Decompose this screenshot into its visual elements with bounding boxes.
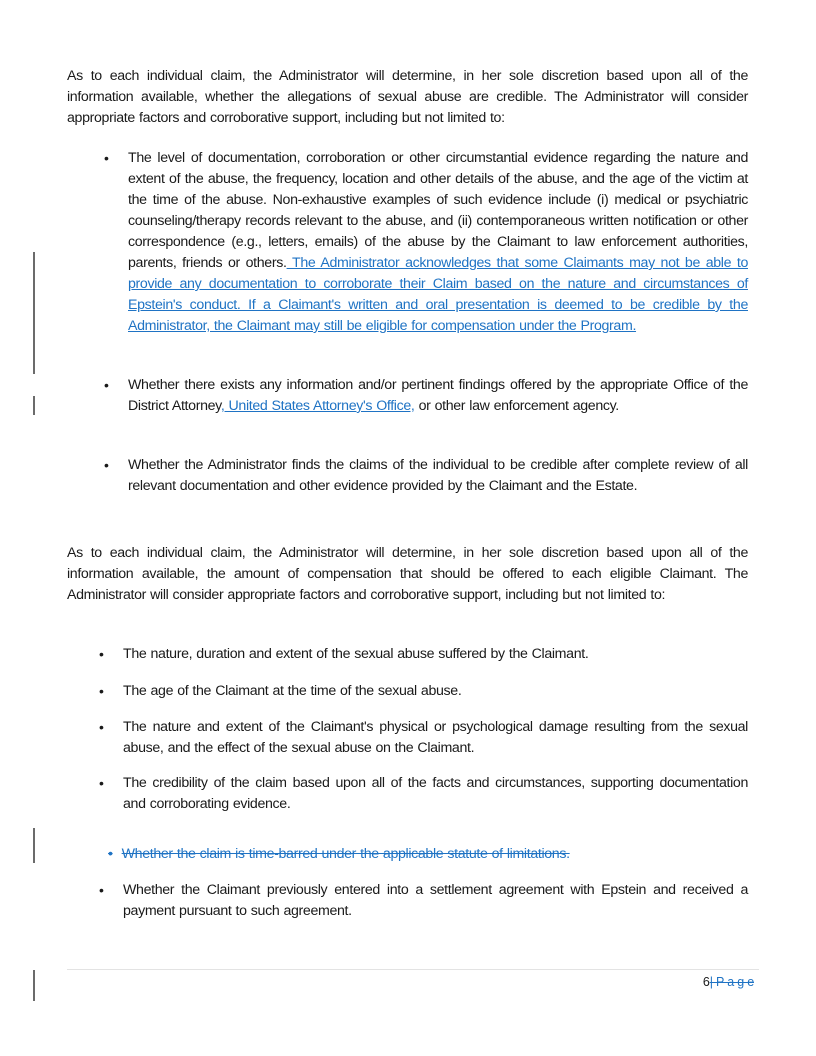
inserted-text: , United States Attorney's Office, [220, 398, 415, 414]
list-item-text: or other law enforcement agency. [414, 398, 619, 414]
change-bar [33, 252, 35, 374]
bullet-icon: • [104, 457, 109, 473]
change-bar [33, 970, 35, 1001]
footer-divider [67, 969, 759, 970]
page-number-value: 6 [702, 975, 710, 989]
list-item-text: Whether there exists any information and/or pertinent findings offered by the appropriate Office of the District Attorney [128, 377, 748, 414]
list-item [99, 717, 748, 759]
deleted-list-item [108, 844, 748, 865]
list-item [99, 880, 748, 922]
list-item [99, 644, 748, 665]
list-item [104, 148, 748, 337]
list-item-text: Whether the Administrator finds the claims of the individual to be credible after complete review of all relevant documentation and other evidence provided by the Claimant and the Estate. [128, 457, 748, 494]
list-item-text: Whether the Claimant previously entered into a settlement agreement with Epstein and received a payment pursuant to such agreement. [123, 882, 748, 919]
list-item [99, 681, 748, 702]
paragraph-credibility-intro: As to each individual claim, the Administrator will determine, in her sole discretion based upon all of the information available, whether the allegations of sexual abuse are credible. The Administrator will consider appropriate factors and corroborative support, including but not limited to: [67, 68, 748, 126]
list-item-text: The age of the Claimant at the time of the sexual abuse. [123, 683, 462, 699]
bullet-icon: • [99, 882, 104, 898]
bullet-icon: • [99, 683, 104, 699]
list-item [104, 375, 748, 417]
inserted-text: The Administrator acknowledges that some Claimants may not be able to provide any documentation to corroborate their Claim based on the nature and circumstances of Epstein's conduct. If a Claimant's written and oral presentation is deemed to be credible by the Administrator, the Claimant may still be eligible for compensation under the Program. [128, 255, 748, 334]
page-label: | P a g e [709, 975, 754, 989]
list-item-text: The level of documentation, corroboration or other circumstantial evidence regarding the nature and extent of the abuse, the frequency, location and other details of the abuse, and the age of the victim at the time of the abuse. Non-exhaustive examples of such evidence include (i) medical or psychiatric counseling/therapy records relevant to the abuse, and (ii) contemporaneous written notification or other correspondence (e.g., letters, emails) of the abuse by the Claimant to law enforcement authorities, parents, friends or others. [128, 150, 748, 271]
bullet-icon: • [104, 150, 109, 166]
change-bar [33, 828, 35, 863]
bullet-icon: • [104, 377, 109, 393]
list-item-text: The nature, duration and extent of the sexual abuse suffered by the Claimant. [123, 646, 589, 662]
list-item [99, 773, 748, 815]
list-item-text: The nature and extent of the Claimant's physical or psychological damage resulting from the sexual abuse, and the effect of the sexual abuse on the Claimant. [123, 719, 748, 756]
paragraph-compensation-intro: As to each individual claim, the Administrator will determine, in her sole discretion based upon all of the information available, the amount of compensation that should be offered to each eligible Claimant. The Administrator will consider appropriate factors and corroborative support, including but not limited to: [67, 545, 748, 603]
bullet-icon: • [108, 846, 113, 862]
list-item [104, 455, 748, 497]
change-bar [33, 396, 35, 415]
list-item-text: The credibility of the claim based upon all of the facts and circumstances, supporting documentation and corroborating evidence. [123, 775, 748, 812]
bullet-icon: • [99, 719, 104, 735]
bullet-icon: • [99, 775, 104, 791]
bullet-icon: • [99, 646, 104, 662]
page-number [703, 974, 754, 990]
deleted-text: Whether the claim is time-barred under the applicable statute of limitations. [121, 846, 570, 862]
